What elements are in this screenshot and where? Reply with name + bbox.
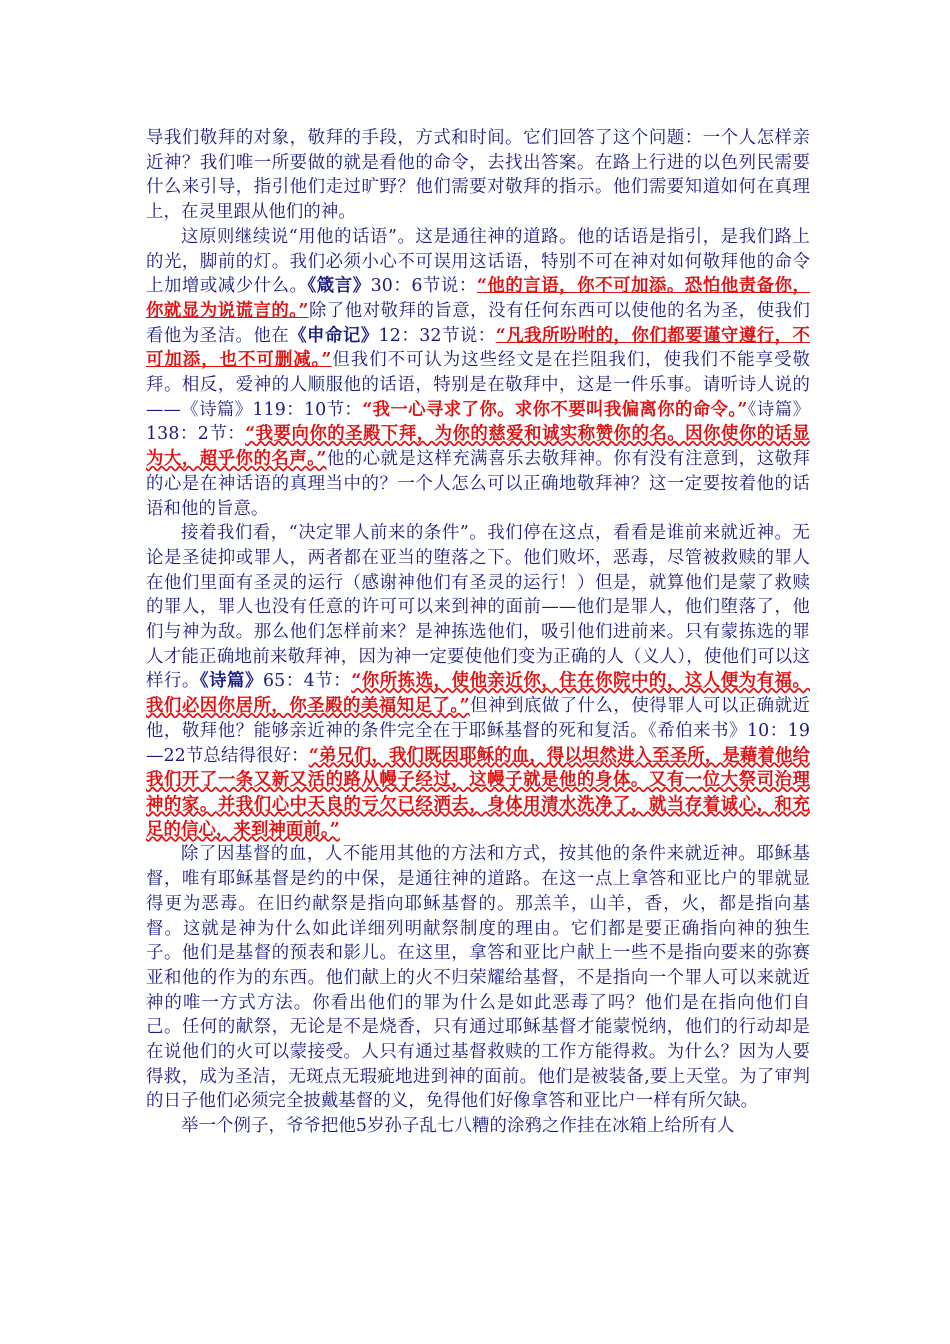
paragraph-text: 除了他对敬拜的旨意，没有任何东西可以使他的名为圣，使我们看他为圣洁。他在 (146, 300, 810, 346)
scripture-reference: 《箴言》 (307, 276, 371, 297)
scripture-quote: “凡我所吩咐的，你们都要谨守遵行，不可加添，也不可删减。” (146, 325, 810, 371)
paragraph-2 (146, 225, 810, 521)
paragraph-text: 举一个例子，爷爷把他5岁孙子乱七八糟的涂鸦之作挂在冰箱上给所有人 (181, 1116, 735, 1137)
paragraph-text: 除了因基督的血，人不能用其他的方法和方式，按其他的条件来就近神。耶稣基督，唯有耶稣基督是约的中保，是通往神的道路。在这一点上拿答和亚比户的罪就显得更为恶毒。在旧约献祭是指向耶稣基督的。那羔羊，山羊，香，火，都是指向基督。这就是神为什么如此详细列明献祭制度的理由。它们都是要正确指向神的独生子。他们是基督的预表和影儿。在这里，拿答和亚比户献上一些不是指向要来的弥赛亚和他的作为的东西。他们献上的火不归荣耀给基督，不是指向一个罪人可以来就近神的唯一方式方法。你看出他们的罪为什么是如此恶毒了吗？他们是在指向他们自己。任何的献祭，无论是不是烧香，只有通过耶稣基督才能蒙悦纳，他们的行动却是在说他们的火可以蒙接受。人只有通过基督救赎的工作方能得救。为什么？因为人要得救，成为圣洁，无斑点无瑕疵地进到神的面前。他们是被装备,要上天堂。为了审判的日子他们必须完全披戴基督的义，免得他们好像拿答和亚比户一样有所欠缺。 (146, 844, 810, 1112)
document-page (146, 126, 810, 1139)
scripture-quote: “我要向你的圣殿下拜，为你的慈爱和诚实称赞你的名。因你使你的话显为大，超乎你的名声。” (146, 424, 810, 470)
scripture-reference: 《诗篇》138：2节： (146, 399, 810, 445)
verse-number: 30：6节说： (370, 276, 477, 297)
paragraph-text: 这原则继续说“用他的话语”。这是通往神的道路。他的话语是指引，是我们路上的光，脚前的灯。我们必须小心不可误用这话语，特别不可在神对如何敬拜他的命令上加增或减少什么。 (146, 226, 810, 297)
scripture-quote: “我一心寻求了你。求你不要叫我偏离你的命令。” (362, 399, 748, 420)
scripture-reference: 《诗篇》 (199, 671, 263, 692)
scripture-quote: “弟兄们，我们既因耶稣的血，得以坦然进入至圣所，是藉着他给我们开了一条又新又活的路从幔子经过，这幔子就是他的身体。又有一位大祭司治理神的家。并我们心中天良的亏欠已经洒去，身体用清水洗净了，就当存着诚心，和充足的信心，来到神面前。” (146, 745, 811, 840)
paragraph-5 (146, 1114, 810, 1139)
verse-number: 65：4节： (262, 671, 352, 692)
paragraph-text: 导我们敬拜的对象，敬拜的手段，方式和时间。它们回答了这个问题：一个人怎样亲近神？我们唯一所要做的就是看他的命令，去找出答案。在路上行进的以色列民需要什么来引导，指引他们走过旷野？他们需要对敬拜的指示。他们需要知道如何在真理上，在灵里跟从他们的神。 (146, 128, 810, 223)
scripture-quote: “你所拣选，使他亲近你，住在你院中的，这人便为有福。我们必因你居所，你圣殿的美福知足了。” (146, 671, 810, 717)
scripture-quote: “他的言语，你不可加添。恐怕他责备你，你就显为说谎言的。” (146, 276, 810, 321)
paragraph-text: 但神到底做了什么，使得罪人可以正确就近他，敬拜他？能够亲近神的条件完全在于耶稣基督的死和复活。《希伯来书》10：19—22节总结得很好： (146, 696, 810, 766)
paragraph-text: 他的心就是这样充满喜乐去敬拜神。你有没有注意到，这敬拜的心是在神话语的真理当中的？一个人怎么可以正确地敬拜神？这一定要按着他的话语和他的旨意。 (146, 449, 810, 519)
paragraph-3 (146, 521, 810, 842)
paragraph-1 (146, 126, 810, 225)
scripture-reference: 《申命记》 (289, 325, 379, 346)
paragraph-text: 接着我们看，“决定罪人前来的条件”。我们停在这点，看看是谁前来就近神。无论是圣徒抑或罪人，两者都在亚当的堕落之下。他们败坏，恶毒，尽管被救赎的罪人在他们里面有圣灵的运行（感谢神他们有圣灵的运行！）但是，就算他们是蒙了救赎的罪人，罪人也没有任意的许可可以来到神的面前——他们是罪人，他们堕落了，他们与神为敌。那么他们怎样前来？是神拣选他们，吸引他们进前来。只有蒙拣选的罪人才能正确地前来敬拜神，因为神一定要使他们变为正确的人（义人），使他们可以这样行。 (146, 523, 810, 692)
paragraph-text: 但我们不可认为这些经文是在拦阻我们，使我们不能享受敬拜。相反，爱神的人顺服他的话语，特别是在敬拜中，这是一件乐事。请听诗人说的——《诗篇》119：10节： (146, 350, 811, 420)
verse-number: 12：32节说： (378, 325, 496, 346)
paragraph-4 (146, 842, 810, 1114)
